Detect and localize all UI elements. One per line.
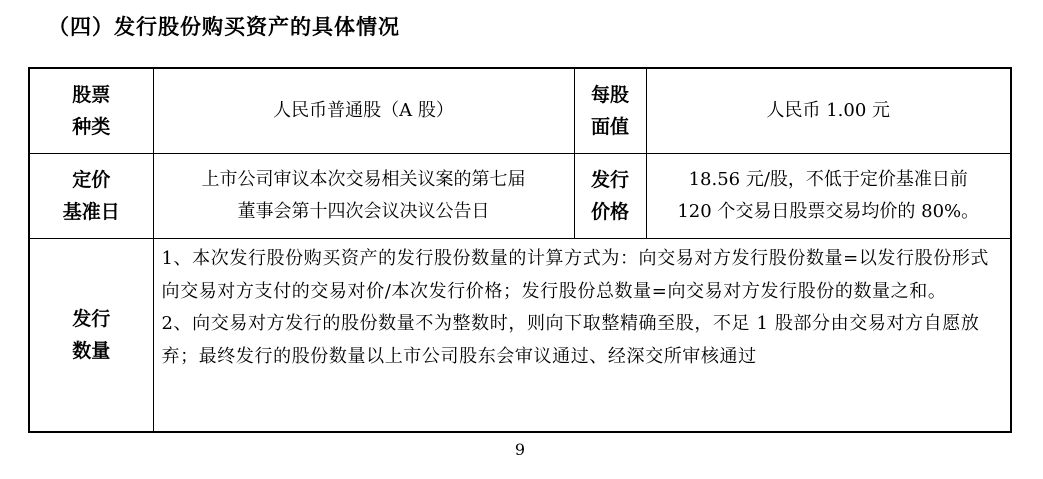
label-issue-quantity: 发行 数量 <box>29 239 153 433</box>
value-par-value: 人民币 1.00 元 <box>646 68 1011 154</box>
page-number: 9 <box>514 440 526 459</box>
table-row-pricing-date <box>29 154 1011 239</box>
label-issue-price: 发行 价格 <box>574 154 646 239</box>
value-issue-quantity <box>153 239 1011 433</box>
paragraph-calculation-method: 1、本次发行股份购买资产的发行股份数量的计算方式为：向交易对方发行股份数量=以发行股份形式向交易对方支付的交易对价/本次发行价格；发行股份总数量=向交易对方发行股份的数量之和。 <box>161 248 990 302</box>
value-pricing-base-date: 上市公司审议本次交易相关议案的第七届 董事会第十四次会议决议公告日 <box>153 154 574 239</box>
paragraph-rounding-rule: 2、向交易对方发行的股份数量不为整数时，则向下取整精确至股，不足 1 股部分由交易对方自愿放弃；最终发行的股份数量以上市公司股东会审议通过、经深交所审核通过 <box>161 313 980 367</box>
section-title: （四）发行股份购买资产的具体情况 <box>48 15 400 39</box>
value-stock-type: 人民币普通股（A 股） <box>153 68 574 154</box>
label-stock-type: 股票 种类 <box>29 68 153 154</box>
label-par-value: 每股 面值 <box>574 68 646 154</box>
issuance-details-table <box>28 67 1012 433</box>
table-row-issue-quantity <box>29 239 1011 433</box>
value-issue-price: 18.56 元/股，不低于定价基准日前 120 个交易日股票交易均价的 80%。 <box>646 154 1011 239</box>
table-row-stock-type <box>29 68 1011 154</box>
label-pricing-base-date: 定价 基准日 <box>29 154 153 239</box>
